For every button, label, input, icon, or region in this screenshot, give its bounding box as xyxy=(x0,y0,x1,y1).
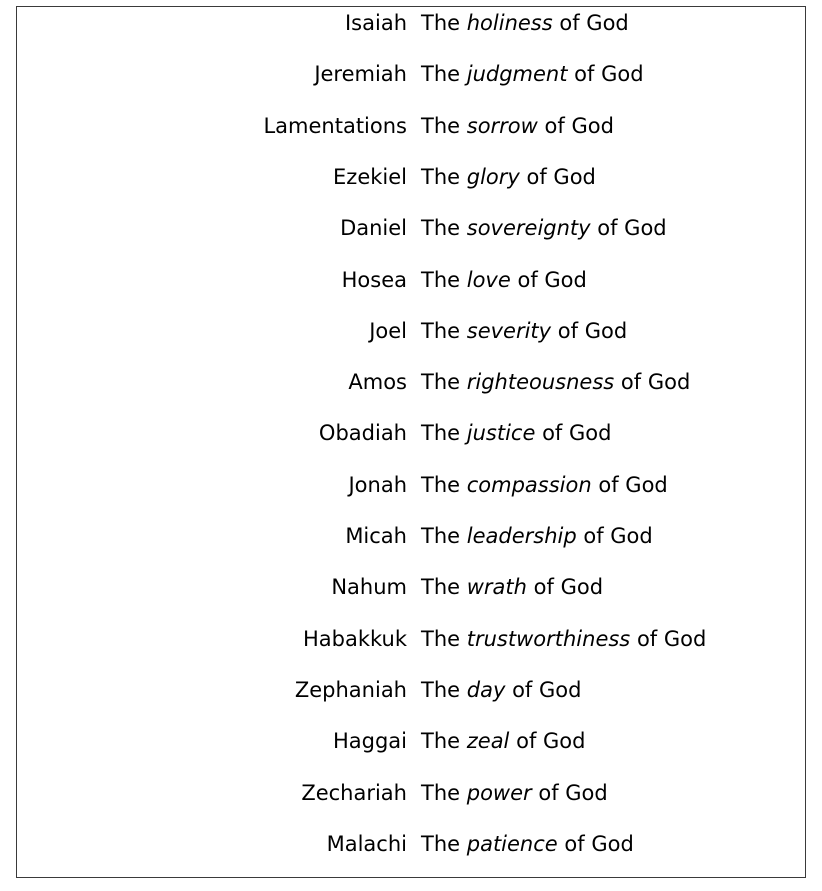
attribute-phrase xyxy=(421,520,653,552)
article-the: The xyxy=(421,831,461,856)
of-god-text: of God xyxy=(597,216,667,241)
of-god-text: of God xyxy=(636,626,707,651)
book-name: Malachi xyxy=(326,831,407,856)
article-the: The xyxy=(421,421,461,446)
attribute-phrase xyxy=(421,469,668,501)
book-name: Joel xyxy=(369,318,407,343)
article-the: The xyxy=(421,62,461,87)
of-god-text: of God xyxy=(517,267,587,292)
of-god-text: of God xyxy=(526,164,596,189)
attribute-phrase xyxy=(421,315,627,347)
article-the: The xyxy=(421,780,461,805)
attribute-phrase xyxy=(421,777,608,809)
article-the: The xyxy=(421,113,461,138)
of-god-text: of God xyxy=(512,677,582,702)
attribute-keyword: righteousness xyxy=(466,370,615,395)
attribute-phrase xyxy=(421,417,611,449)
list-item xyxy=(17,777,805,809)
article-the: The xyxy=(421,575,461,600)
of-god-text: of God xyxy=(583,524,653,548)
list-item xyxy=(17,58,805,90)
book-name: Amos xyxy=(348,370,407,395)
article-the: The xyxy=(421,524,461,548)
article-the: The xyxy=(421,318,461,343)
attribute-keyword: sorrow xyxy=(466,113,538,138)
book-name: Micah xyxy=(345,524,407,548)
list-item xyxy=(17,725,805,757)
attribute-phrase xyxy=(421,161,596,193)
attribute-keyword: glory xyxy=(466,164,520,189)
attribute-keyword: justice xyxy=(466,421,536,446)
attribute-keyword: power xyxy=(466,780,532,805)
list-item xyxy=(17,161,805,193)
book-name: Hosea xyxy=(341,267,407,292)
book-name: Jeremiah xyxy=(314,62,407,87)
book-name: Habakkuk xyxy=(302,626,407,651)
attribute-keyword: holiness xyxy=(466,11,553,35)
attribute-phrase xyxy=(421,7,629,39)
attribute-phrase xyxy=(421,674,581,706)
article-the: The xyxy=(421,729,461,754)
attribute-keyword: compassion xyxy=(466,472,592,497)
of-god-text: of God xyxy=(574,62,644,87)
book-name: Lamentations xyxy=(263,113,407,138)
list-item xyxy=(17,571,805,603)
article-the: The xyxy=(421,677,461,702)
article-the: The xyxy=(421,370,461,395)
book-name: Isaiah xyxy=(344,11,407,35)
article-the: The xyxy=(421,164,461,189)
attribute-phrase xyxy=(421,264,587,296)
list-item xyxy=(17,315,805,347)
attribute-keyword: love xyxy=(466,267,511,292)
list-item xyxy=(17,828,805,860)
article-the: The xyxy=(421,472,461,497)
of-god-text: of God xyxy=(557,318,628,343)
article-the: The xyxy=(421,216,461,241)
list-item xyxy=(17,366,805,398)
of-god-text: of God xyxy=(542,421,612,446)
attribute-keyword: day xyxy=(466,677,506,702)
of-god-text: of God xyxy=(559,11,629,35)
list-item xyxy=(17,264,805,296)
article-the: The xyxy=(421,11,461,35)
of-god-text: of God xyxy=(516,729,586,754)
attribute-keyword: severity xyxy=(466,318,552,343)
attribute-keyword: wrath xyxy=(466,575,527,600)
attribute-phrase xyxy=(421,110,614,142)
book-name: Jonah xyxy=(348,472,407,497)
book-name: Ezekiel xyxy=(333,164,407,189)
book-name: Haggai xyxy=(332,729,407,754)
list-item xyxy=(17,417,805,449)
attribute-keyword: zeal xyxy=(466,729,510,754)
list-item xyxy=(17,469,805,501)
book-name: Zephaniah xyxy=(294,677,407,702)
attribute-keyword: trustworthiness xyxy=(466,626,631,651)
book-name: Obadiah xyxy=(318,421,407,446)
attribute-phrase xyxy=(421,366,690,398)
attribute-phrase xyxy=(421,725,585,757)
attribute-phrase xyxy=(421,58,644,90)
book-name: Nahum xyxy=(331,575,407,600)
book-name: Daniel xyxy=(340,216,407,241)
attribute-keyword: sovereignty xyxy=(466,216,591,241)
list-item xyxy=(17,623,805,655)
article-the: The xyxy=(421,267,461,292)
list-item xyxy=(17,520,805,552)
list-item xyxy=(17,212,805,244)
document-frame xyxy=(16,6,806,878)
of-god-text: of God xyxy=(544,113,614,138)
attribute-phrase xyxy=(421,828,634,860)
of-god-text: of God xyxy=(538,780,608,805)
attribute-phrase xyxy=(421,571,603,603)
of-god-text: of God xyxy=(598,472,668,497)
attribute-phrase xyxy=(421,623,706,655)
of-god-text: of God xyxy=(533,575,604,600)
attribute-keyword: judgment xyxy=(466,62,568,87)
attribute-keyword: leadership xyxy=(466,524,577,548)
list-item xyxy=(17,674,805,706)
attribute-keyword: patience xyxy=(466,831,558,856)
of-god-text: of God xyxy=(564,831,634,856)
list-item xyxy=(17,110,805,142)
book-name: Zechariah xyxy=(301,780,407,805)
article-the: The xyxy=(421,626,461,651)
list-item xyxy=(17,7,805,39)
attribute-phrase xyxy=(421,212,667,244)
of-god-text: of God xyxy=(620,370,691,395)
